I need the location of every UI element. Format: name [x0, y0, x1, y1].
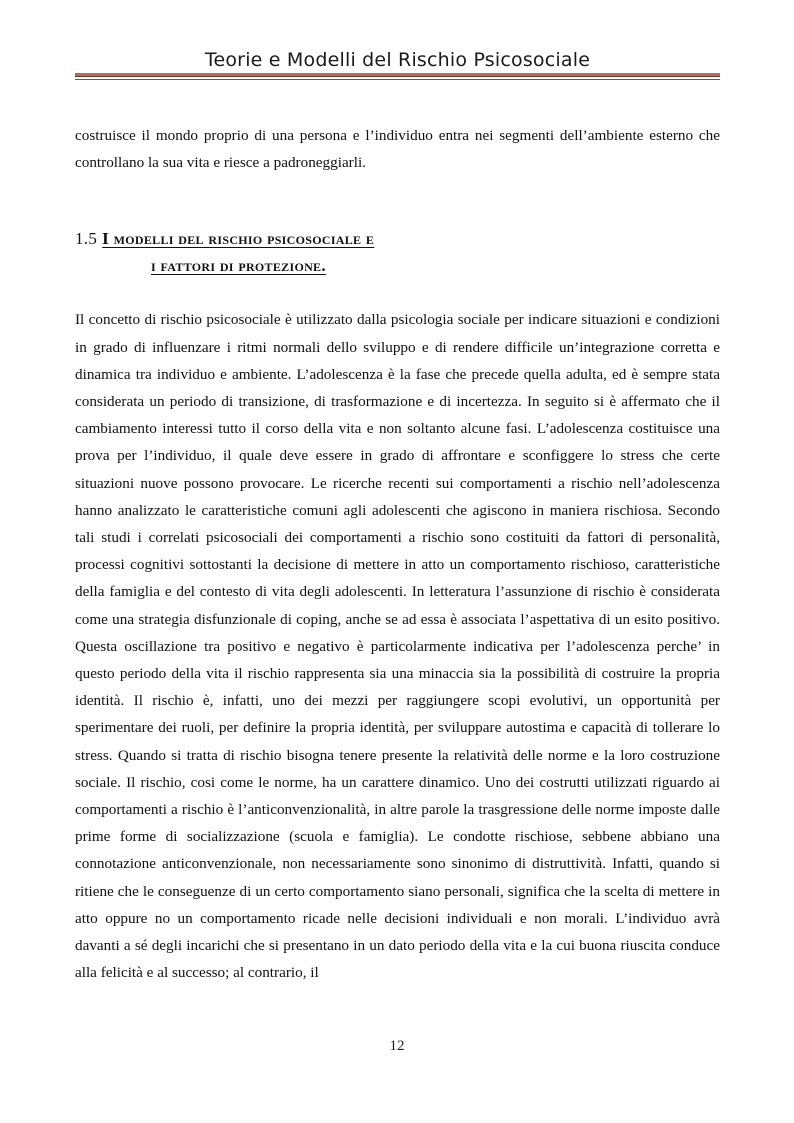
- page-number: 12: [389, 1038, 405, 1054]
- running-header-title: Teorie e Modelli del Rischio Psicosociale: [204, 49, 591, 71]
- section-heading: [75, 225, 720, 279]
- section-number: 1.5: [75, 229, 98, 249]
- page-content: [75, 122, 720, 986]
- intro-paragraph: costruisce il mondo proprio di una persona e l’individuo entra nei segmenti dell’ambiente esterno che controllano la sua vita e riesce a padroneggiarli.: [75, 127, 720, 172]
- header-rule-thick: [75, 73, 720, 77]
- body-paragraph: Il concetto di rischio psicosociale è utilizzato dalla psicologia sociale per indicare situazioni e condizioni in grado di influenzare i ritmi normali dello sviluppo e di rendere difficile un’integrazione corretta e dinamica tra individuo e ambiente. L’adolescenza è la fase che precede quella adulta, ed è sempre stata considerata un periodo di transizione, di trasformazione e di incertezza. In seguito si è affermato che il cambiamento interessi tutto il corso della vita e non soltanto alcune fasi. L’adolescenza costituisce una prova per l’individuo, il quale deve essere in grado di affrontare e sconfiggere lo stress che certe situazioni nuove possono provocare. Le ricerche recenti sui comportamenti a rischio nell’adolescenza hanno analizzato le caratteristiche comuni agli adolescenti che agiscono in maniera rischiosa. Secondo tali studi i correlati psicosociali dei comportamenti a rischio sono costituiti da fattori di personalità, processi cognitivi sottostanti la decisione di mettere in atto un comportamento rischioso, caratteristiche della famiglia e del contesto di vita degli adolescenti. In letteratura l’assunzione di rischio è considerata come una strategia disfunzionale di coping, anche se ad essa è associata l’aspettativa di un esito positivo. Questa oscillazione tra positivo e negativo è particolarmente indicativa per l’adolescenza perche’ in questo periodo della vita il rischio rappresenta sia una minaccia sia la possibilità di costruire la propria identità. Il rischio è, infatti, uno dei mezzi per raggiungere scopi evolutivi, un opportunità per sperimentare dei ruoli, per definire la propria identità, per sviluppare autostima e capacità di tollerare lo stress. Quando si tratta di rischio bisogna tenere presente la relatività delle norme e la loro costruzione sociale. Il rischio, cosi come le norme, ha un carattere dinamico. Uno dei costrutti utilizzati riguardo ai comportamenti a rischio è l’anticonvenzionalità, in altre parole la trasgressione delle norme imposte dalle prime forme di socializzazione (scuola e famiglia). Le condotte rischiose, sebbene abbiano una connotazione anticonvenzionale, non necessariamente sono sinonimo di distruttività. Infatti, quando si ritiene che le conseguenze di un certo comportamento siano personali, significa che la scelta di mettere in atto oppure no un comportamento ricade nelle decisioni individuali e non morali. L’individuo avrà davanti a sé degli incarichi che si presentano in un dato periodo della vita e la cui buona riuscita conduce alla felicità e al successo; al contrario, il: [75, 311, 720, 982]
- header-rule-thin: [75, 79, 720, 80]
- section-title-line1: I modelli del rischio psicosociale e: [102, 229, 375, 249]
- section-title-line2: i fattori di protezione.: [151, 256, 326, 276]
